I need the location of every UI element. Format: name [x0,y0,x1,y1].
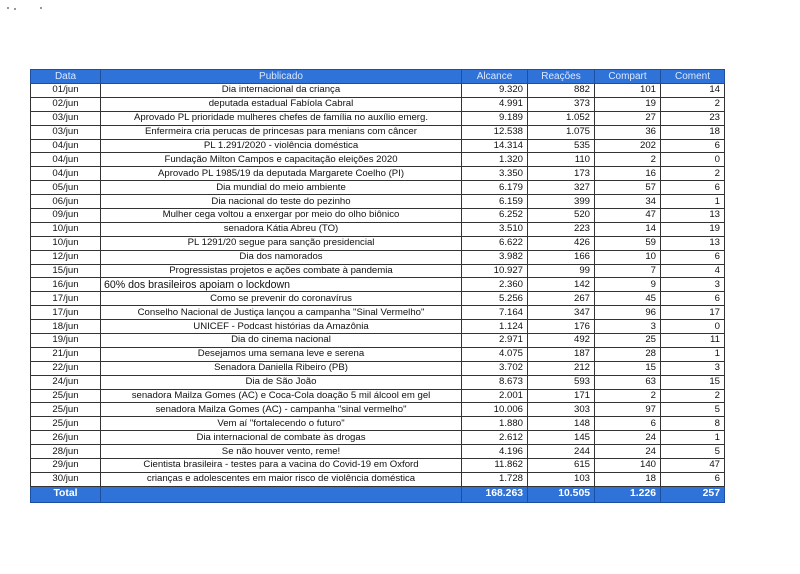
cell-compart: 9 [595,278,661,292]
cell-data: 06/jun [31,195,101,209]
cell-publicado: Dia dos namorados [101,250,462,264]
cell-publicado: Cientista brasileira - testes para a vacina do Covid-19 em Oxford [101,459,462,473]
table-row [31,222,725,236]
table-row [31,167,725,181]
cell-coment: 3 [661,278,725,292]
cell-reacoes: 347 [528,306,595,320]
table-row [31,389,725,403]
cell-coment: 1 [661,431,725,445]
cell-alcance: 6.252 [462,209,528,223]
cell-compart: 202 [595,139,661,153]
table-header-row [31,70,725,84]
cell-data: 12/jun [31,250,101,264]
cell-data: 09/jun [31,209,101,223]
cell-coment: 13 [661,236,725,250]
table-row [31,139,725,153]
cell-reacoes: 187 [528,347,595,361]
cell-reacoes: 99 [528,264,595,278]
cell-publicado: 60% dos brasileiros apoiam o lockdown [101,278,462,292]
cell-alcance: 1.880 [462,417,528,431]
table-row [31,209,725,223]
cell-reacoes: 212 [528,361,595,375]
cell-alcance: 8.673 [462,375,528,389]
cell-publicado: Como se prevenir do coronavírus [101,292,462,306]
cell-alcance: 3.510 [462,222,528,236]
cell-alcance: 4.075 [462,347,528,361]
cell-alcance: 11.862 [462,459,528,473]
cell-alcance: 6.622 [462,236,528,250]
table-row [31,153,725,167]
cell-data: 17/jun [31,306,101,320]
cell-data: 04/jun [31,167,101,181]
total-spacer [101,486,462,502]
publications-table [30,69,725,503]
cell-data: 25/jun [31,417,101,431]
table-row [31,250,725,264]
header-coment: Coment [661,70,725,84]
cell-compart: 14 [595,222,661,236]
scan-speck [14,8,16,10]
cell-alcance: 2.971 [462,334,528,348]
cell-compart: 36 [595,125,661,139]
cell-reacoes: 1.075 [528,125,595,139]
cell-data: 04/jun [31,153,101,167]
cell-compart: 63 [595,375,661,389]
cell-coment: 6 [661,250,725,264]
cell-reacoes: 145 [528,431,595,445]
cell-publicado: PL 1.291/2020 - violência doméstica [101,139,462,153]
cell-alcance: 2.001 [462,389,528,403]
cell-publicado: Vem aí "fortalecendo o futuro" [101,417,462,431]
cell-data: 15/jun [31,264,101,278]
cell-compart: 15 [595,361,661,375]
cell-data: 16/jun [31,278,101,292]
cell-data: 03/jun [31,111,101,125]
cell-reacoes: 173 [528,167,595,181]
cell-compart: 2 [595,153,661,167]
cell-compart: 10 [595,250,661,264]
cell-publicado: Dia nacional do teste do pezinho [101,195,462,209]
cell-compart: 19 [595,97,661,111]
cell-publicado: Dia de São João [101,375,462,389]
table-row [31,84,725,98]
cell-coment: 15 [661,375,725,389]
cell-publicado: crianças e adolescentes em maior risco de violência doméstica [101,472,462,486]
cell-data: 05/jun [31,181,101,195]
cell-compart: 24 [595,431,661,445]
table-row [31,361,725,375]
cell-alcance: 6.159 [462,195,528,209]
cell-alcance: 1.124 [462,320,528,334]
cell-publicado: senadora Mailza Gomes (AC) e Coca-Cola doação 5 mil álcool em gel [101,389,462,403]
table-row [31,125,725,139]
total-reacoes: 10.505 [528,486,595,502]
cell-alcance: 3.350 [462,167,528,181]
header-compart: Compart [595,70,661,84]
cell-coment: 6 [661,472,725,486]
cell-compart: 57 [595,181,661,195]
cell-alcance: 1.320 [462,153,528,167]
header-alcance: Alcance [462,70,528,84]
cell-publicado: Progressistas projetos e ações combate à pandemia [101,264,462,278]
header-reacoes: Reações [528,70,595,84]
cell-reacoes: 110 [528,153,595,167]
cell-alcance: 9.320 [462,84,528,98]
cell-publicado: Aprovado PL 1985/19 da deputada Margarete Coelho (PI) [101,167,462,181]
cell-alcance: 1.728 [462,472,528,486]
cell-publicado: senadora Mailza Gomes (AC) - campanha "sinal vermelho" [101,403,462,417]
table-row [31,403,725,417]
table-row [31,306,725,320]
cell-reacoes: 166 [528,250,595,264]
cell-data: 10/jun [31,222,101,236]
header-data: Data [31,70,101,84]
cell-reacoes: 492 [528,334,595,348]
cell-coment: 4 [661,264,725,278]
cell-alcance: 3.982 [462,250,528,264]
cell-publicado: Dia mundial do meio ambiente [101,181,462,195]
cell-reacoes: 171 [528,389,595,403]
cell-publicado: Fundação Milton Campos e capacitação eleições 2020 [101,153,462,167]
cell-reacoes: 244 [528,445,595,459]
table-row [31,347,725,361]
cell-reacoes: 882 [528,84,595,98]
cell-data: 17/jun [31,292,101,306]
cell-compart: 28 [595,347,661,361]
cell-coment: 1 [661,195,725,209]
cell-reacoes: 176 [528,320,595,334]
cell-compart: 7 [595,264,661,278]
cell-reacoes: 593 [528,375,595,389]
cell-reacoes: 535 [528,139,595,153]
cell-data: 18/jun [31,320,101,334]
cell-data: 24/jun [31,375,101,389]
cell-compart: 34 [595,195,661,209]
cell-compart: 140 [595,459,661,473]
cell-data: 10/jun [31,236,101,250]
cell-alcance: 10.006 [462,403,528,417]
cell-coment: 14 [661,84,725,98]
cell-data: 19/jun [31,334,101,348]
cell-data: 30/jun [31,472,101,486]
cell-data: 03/jun [31,125,101,139]
cell-coment: 19 [661,222,725,236]
cell-compart: 16 [595,167,661,181]
cell-coment: 5 [661,445,725,459]
cell-alcance: 7.164 [462,306,528,320]
cell-publicado: Dia internacional de combate às drogas [101,431,462,445]
cell-alcance: 10.927 [462,264,528,278]
total-coment: 257 [661,486,725,502]
cell-reacoes: 426 [528,236,595,250]
cell-compart: 24 [595,445,661,459]
table-row [31,334,725,348]
cell-alcance: 3.702 [462,361,528,375]
scan-speck [7,7,9,9]
cell-publicado: Senadora Daniella Ribeiro (PB) [101,361,462,375]
total-row [31,486,725,502]
table-row [31,97,725,111]
cell-data: 29/jun [31,459,101,473]
cell-coment: 6 [661,139,725,153]
cell-compart: 27 [595,111,661,125]
table-row [31,278,725,292]
cell-reacoes: 373 [528,97,595,111]
cell-compart: 101 [595,84,661,98]
cell-compart: 18 [595,472,661,486]
cell-reacoes: 399 [528,195,595,209]
cell-compart: 6 [595,417,661,431]
cell-data: 22/jun [31,361,101,375]
cell-reacoes: 142 [528,278,595,292]
cell-compart: 96 [595,306,661,320]
cell-data: 01/jun [31,84,101,98]
table-row [31,195,725,209]
cell-alcance: 6.179 [462,181,528,195]
cell-data: 25/jun [31,389,101,403]
cell-reacoes: 303 [528,403,595,417]
total-label: Total [31,486,101,502]
cell-publicado: Mulher cega voltou a enxergar por meio do olho biônico [101,209,462,223]
cell-reacoes: 1.052 [528,111,595,125]
cell-publicado: Se não houver vento, reme! [101,445,462,459]
cell-alcance: 2.360 [462,278,528,292]
cell-coment: 2 [661,167,725,181]
cell-data: 02/jun [31,97,101,111]
cell-compart: 2 [595,389,661,403]
cell-alcance: 4.196 [462,445,528,459]
table-row [31,431,725,445]
cell-compart: 25 [595,334,661,348]
cell-coment: 5 [661,403,725,417]
cell-coment: 3 [661,361,725,375]
scan-speck [40,7,42,9]
cell-compart: 97 [595,403,661,417]
cell-coment: 17 [661,306,725,320]
cell-alcance: 4.991 [462,97,528,111]
cell-compart: 59 [595,236,661,250]
cell-publicado: senadora Kátia Abreu (TO) [101,222,462,236]
cell-alcance: 14.314 [462,139,528,153]
cell-reacoes: 223 [528,222,595,236]
total-compart: 1.226 [595,486,661,502]
cell-coment: 8 [661,417,725,431]
cell-coment: 6 [661,181,725,195]
table-row [31,375,725,389]
cell-reacoes: 615 [528,459,595,473]
cell-publicado: Desejamos uma semana leve e serena [101,347,462,361]
cell-alcance: 5.256 [462,292,528,306]
cell-coment: 0 [661,153,725,167]
table-row [31,236,725,250]
table-row [31,472,725,486]
cell-publicado: Enfermeira cria perucas de princesas para menians com câncer [101,125,462,139]
cell-data: 25/jun [31,403,101,417]
cell-compart: 47 [595,209,661,223]
cell-alcance: 12.538 [462,125,528,139]
table-row [31,181,725,195]
header-publicado: Publicado [101,70,462,84]
cell-compart: 3 [595,320,661,334]
cell-coment: 6 [661,292,725,306]
cell-reacoes: 148 [528,417,595,431]
cell-data: 26/jun [31,431,101,445]
cell-alcance: 9.189 [462,111,528,125]
cell-publicado: Dia internacional da criança [101,84,462,98]
table-row [31,111,725,125]
cell-publicado: UNICEF - Podcast histórias da Amazônia [101,320,462,334]
cell-reacoes: 327 [528,181,595,195]
table-row [31,320,725,334]
cell-publicado: deputada estadual Fabíola Cabral [101,97,462,111]
table-row [31,292,725,306]
cell-data: 04/jun [31,139,101,153]
table-row [31,445,725,459]
cell-coment: 11 [661,334,725,348]
cell-compart: 45 [595,292,661,306]
table-row [31,417,725,431]
cell-publicado: Dia do cinema nacional [101,334,462,348]
cell-data: 21/jun [31,347,101,361]
cell-reacoes: 103 [528,472,595,486]
cell-coment: 0 [661,320,725,334]
cell-reacoes: 520 [528,209,595,223]
cell-publicado: Aprovado PL prioridade mulheres chefes de família no auxílio emerg. [101,111,462,125]
cell-publicado: PL 1291/20 segue para sanção presidencial [101,236,462,250]
table-row [31,459,725,473]
cell-alcance: 2.612 [462,431,528,445]
cell-publicado: Conselho Nacional de Justiça lançou a campanha "Sinal Vermelho" [101,306,462,320]
cell-coment: 13 [661,209,725,223]
total-alcance: 168.263 [462,486,528,502]
cell-coment: 47 [661,459,725,473]
cell-coment: 23 [661,111,725,125]
cell-reacoes: 267 [528,292,595,306]
cell-coment: 1 [661,347,725,361]
cell-data: 28/jun [31,445,101,459]
cell-coment: 18 [661,125,725,139]
cell-coment: 2 [661,97,725,111]
table-row [31,264,725,278]
cell-coment: 2 [661,389,725,403]
